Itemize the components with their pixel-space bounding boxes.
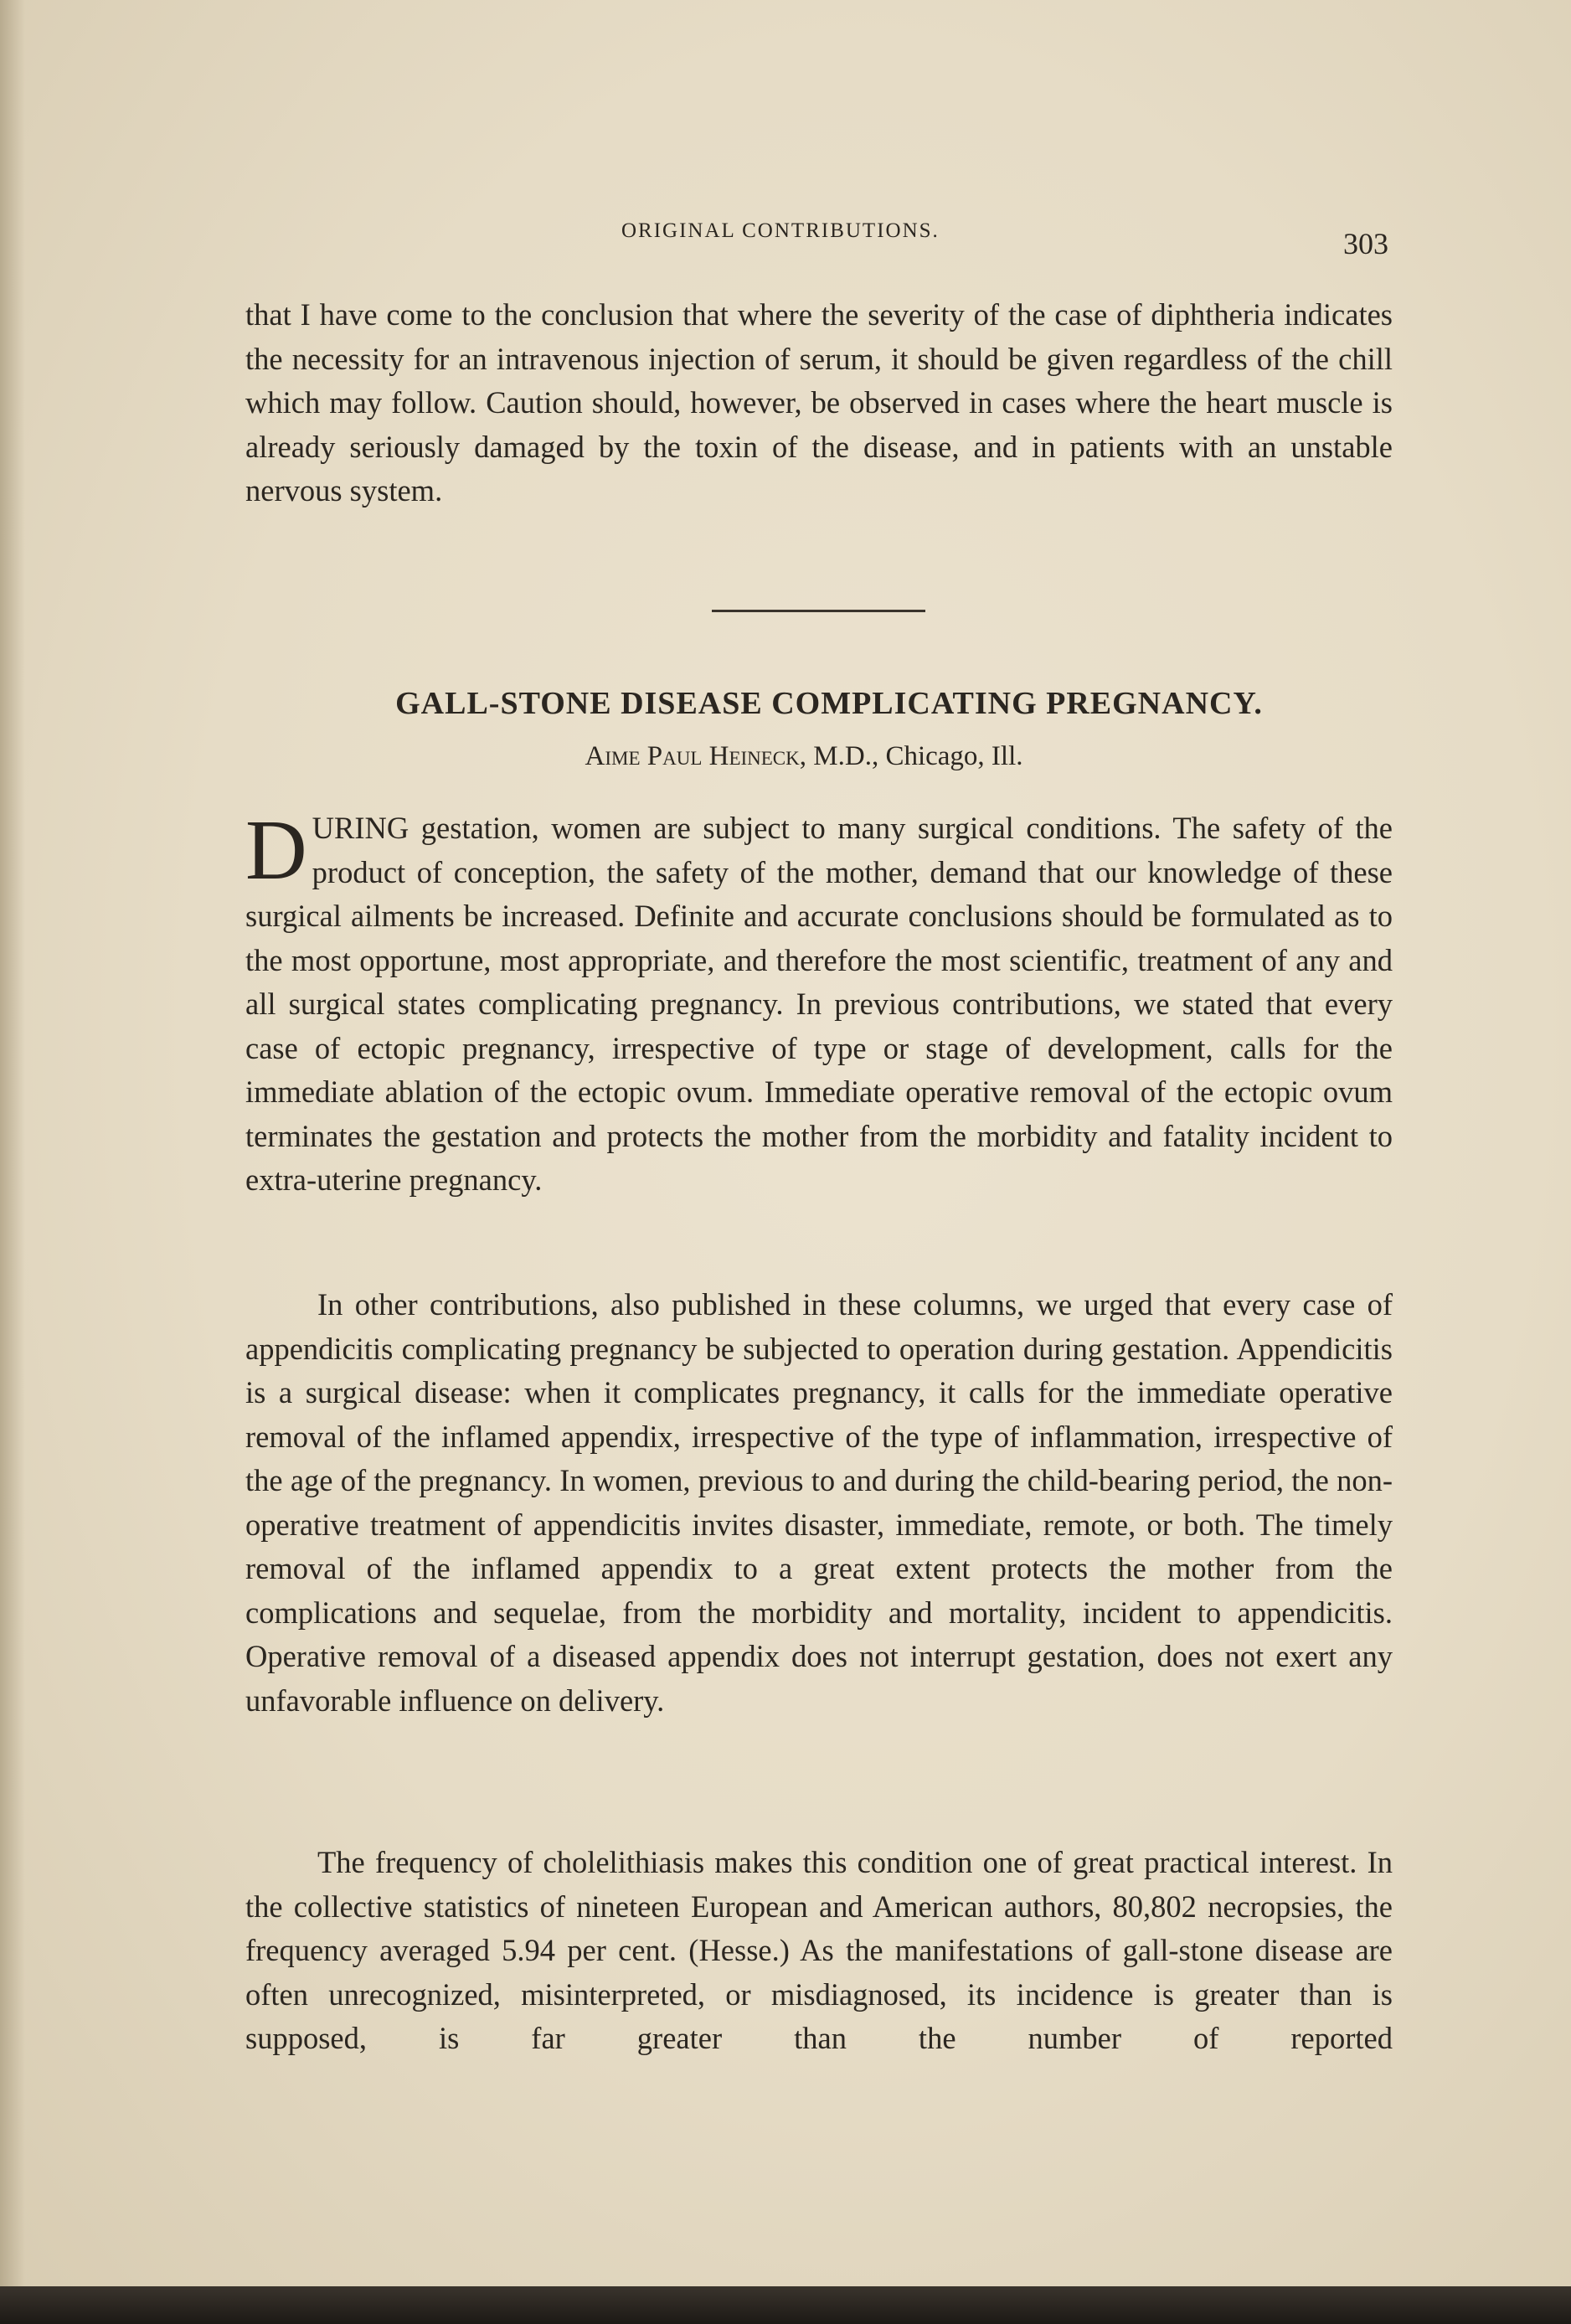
paragraph-lead bbox=[245, 803, 1393, 1203]
paragraph-cholelithiasis: The frequency of cholelithiasis makes this condition one of great practical interest. In the collective statistics of nineteen European and American authors, 80,802 necropsies, the frequency averaged 5.94 per cent. (Hesse.) As the manifestations of gall-stone disease are often unrecognized, misinterpreted, or misdiagnosed, its incidence is greater than is supposed, is far greater than the number of reported bbox=[245, 1845, 1393, 2055]
author-credentials: , M.D., Chicago, Ill. bbox=[799, 741, 1023, 771]
page-gutter-shadow bbox=[0, 0, 25, 2286]
article-byline bbox=[469, 741, 1139, 772]
author-name: Aime Paul Heineck bbox=[585, 741, 800, 771]
running-head: ORIGINAL CONTRIBUTIONS. bbox=[621, 219, 940, 242]
scan-bottom-edge bbox=[0, 2286, 1571, 2324]
article-title: GALL-STONE DISEASE COMPLICATING PREGNANCY. bbox=[395, 686, 1263, 721]
section-divider bbox=[712, 610, 925, 612]
lead-first-word: URING bbox=[312, 811, 409, 845]
paragraph-appendicitis: In other contributions, also published in these columns, we urged that every case of appendicitis complicating pregnancy be subjected to operation during gestation. Appendicitis is a surgical disease: when it complicates pregnancy, it calls for the immediate operative removal of the inflamed appendix, irrespective of the type of inflammation, irrespective of the age of the pregnancy. In women, previous to and during the child-bearing period, the non-operative treatment of appendicitis invites disaster, immediate, remote, or both. The timely removal of the inflamed appendix to a great extent protects the mother from the complications and sequelae, from the morbidity and mortality, incident to appendicitis. Operative removal of a diseased appendix does not interrupt gestation, does not exert any unfavorable influence on delivery. bbox=[245, 1287, 1393, 1718]
page-number: 303 bbox=[1343, 227, 1388, 260]
paragraph-continued: that I have come to the conclusion that where the severity of the case of diphtheria indicates the necessity for an intravenous injection of serum, it should be given regardless of the chill which may follow. Caution should, however, be observed in cases where the heart muscle is already seriously damaged by the toxin of the disease, and in patients with an unstable nervous system. bbox=[245, 297, 1393, 508]
drop-cap-letter: D bbox=[245, 803, 307, 898]
lead-paragraph-text: gestation, women are subject to many surgical conditions. The safety of the product of conception, the safety of the mother, demand that our knowledge of these surgical ailments be increased. Definite and accurate conclusions should be formulated as to the most opportune, most appropriate, and therefore the most scientific, treatment of any and all surgical states complicating pregnancy. In previous contributions, we stated that every case of ectopic pregnancy, irrespective of type or stage of development, calls for the immediate ablation of the ectopic ovum. Immediate operative removal of the ectopic ovum terminates the gestation and protects the mother from the morbidity and fatality incident to extra-uterine pregnancy. bbox=[245, 811, 1393, 1197]
